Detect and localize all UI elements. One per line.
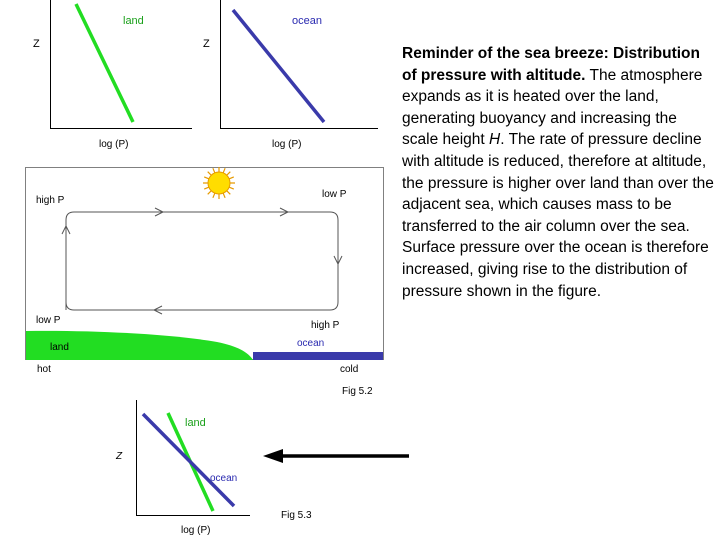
reminder-text [402, 43, 714, 302]
z-axis-label: Z [33, 38, 40, 50]
figure-caption: Fig 5.2 [342, 386, 373, 397]
ocean-label: ocean [210, 473, 238, 484]
z-axis-label: Z [203, 38, 210, 50]
land-label: land [185, 417, 206, 429]
low-pressure-label-right: low P [322, 189, 347, 200]
hot-label: hot [37, 364, 51, 375]
reminder-body-part-1: The atmosphere expands as it is heated over the land, generating buoyancy and increasing the scale height [402, 66, 703, 149]
land-profile-panel [30, 0, 195, 165]
arrow-left-icon [262, 446, 412, 466]
curve-label-land: land [123, 15, 144, 27]
circulation-loop [62, 208, 342, 314]
ocean-label: ocean [297, 338, 325, 349]
x-axis-label: log (P) [181, 525, 211, 536]
x-axis-label: log (P) [272, 139, 302, 150]
cold-label: cold [340, 364, 359, 375]
ocean-profile-plot [200, 0, 380, 130]
sun-icon [202, 166, 236, 200]
scale-height-symbol: H [489, 131, 501, 149]
combined-profile-plot [110, 398, 255, 516]
figure-caption: Fig 5.3 [281, 510, 312, 521]
reminder-body-part-2: . The rate of pressure decline with altitude is reduced, therefore at altitude, the pressure is higher over land than over the adjacent sea, which causes mass to be transferred to the air column over the sea. Surface pressure over the ocean is therefore increased, giving rise to the distribution of pressure shown in the figure. [402, 131, 714, 300]
land-profile-plot [30, 0, 195, 130]
land-label: land [50, 342, 69, 353]
low-pressure-label-left: low P [36, 315, 61, 326]
z-axis-label: Z [116, 451, 123, 462]
sea-breeze-diagram [22, 160, 387, 405]
x-axis-label: log (P) [99, 139, 129, 150]
pressure-profile-figure [110, 398, 350, 540]
ocean-profile-panel [200, 0, 380, 165]
curve-label-ocean: ocean [292, 15, 322, 27]
high-pressure-label-left: high P [36, 195, 65, 206]
reminder-heading: Reminder of the sea breeze: Distribution of pressure with altitude. [402, 45, 700, 84]
high-pressure-label-right: high P [311, 320, 340, 331]
ocean-surface [253, 352, 383, 360]
